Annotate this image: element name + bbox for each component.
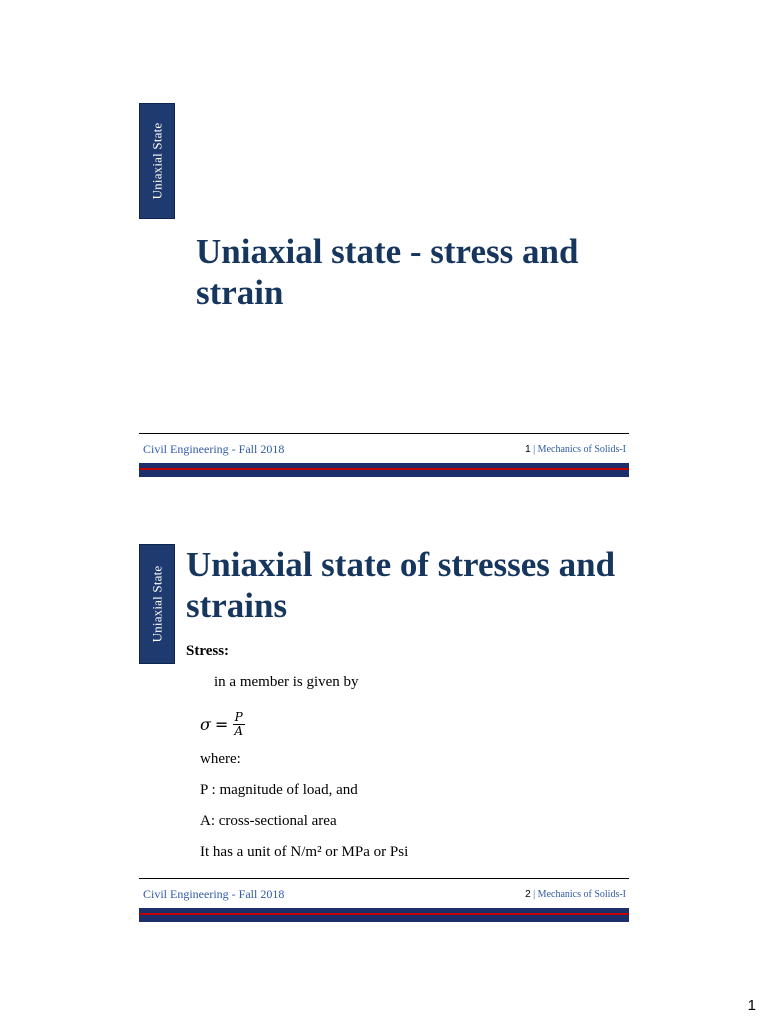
formula-numerator: P [234, 709, 243, 724]
page-number: 1 [747, 997, 756, 1014]
footer-bars [139, 908, 629, 922]
footer-slide-number: 1 [525, 444, 531, 455]
footer-divider [139, 433, 629, 434]
stress-intro: in a member is given by [214, 674, 359, 690]
side-tab-label: Uniaxial State [149, 122, 164, 200]
footer-subject: | Mechanics of Solids-I [533, 889, 626, 900]
slide-title: Uniaxial state of stresses and strains [186, 545, 616, 625]
formula-fraction [232, 711, 245, 738]
footer-page-info [525, 889, 626, 900]
slide-1 [139, 100, 629, 478]
footer-bar-navy-bottom [139, 915, 629, 922]
stress-formula [200, 706, 245, 742]
where-label: where: [200, 751, 241, 767]
footer-bars [139, 463, 629, 477]
area-definition: A: cross-sectional area [200, 813, 337, 829]
formula-sigma: σ [200, 714, 211, 734]
side-tab [139, 544, 175, 664]
footer-course-label: Civil Engineering - Fall 2018 [143, 887, 285, 901]
side-tab-label: Uniaxial State [149, 565, 164, 643]
footer-slide-number: 2 [525, 889, 531, 900]
footer-divider [139, 878, 629, 879]
slide-title: Uniaxial state - stress and strain [196, 232, 579, 312]
unit-statement: It has a unit of N/m² or MPa or Psi [200, 844, 409, 860]
footer-page-info [525, 444, 626, 455]
side-tab [139, 103, 175, 219]
slide-2 [139, 540, 629, 925]
stress-heading: Stress: [186, 643, 230, 659]
footer-course-label: Civil Engineering - Fall 2018 [143, 442, 285, 456]
footer-subject: | Mechanics of Solids-I [533, 444, 626, 455]
footer-bar-navy-bottom [139, 470, 629, 477]
load-definition: P : magnitude of load, and [200, 782, 358, 798]
formula-denominator: A [234, 723, 243, 738]
formula-equals: = [214, 714, 229, 734]
